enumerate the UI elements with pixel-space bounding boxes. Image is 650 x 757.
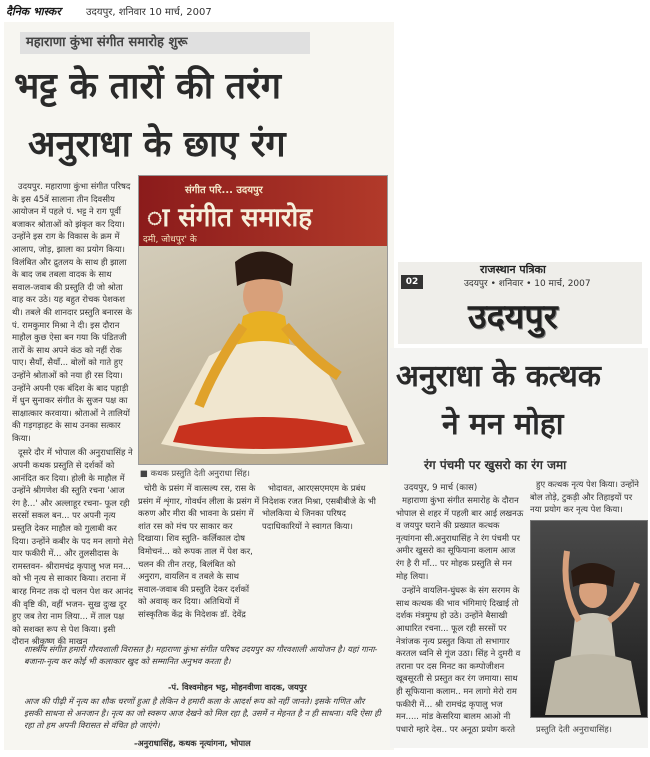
paper-date: उदयपुर • शनिवार • 10 मार्च, 2007 [464,279,591,289]
quote-1: शास्त्रीय संगीत हमारी गौरवशाली विरासत है। महाराणा कुंभा संगीत परिषद उदयपुर का गौरवशाली आयोजन है। यहां गाना-बजाना-नृत्य कर कोई भी कलाकार खुद को सम्मानित अनुभव करता है। [24,644,378,666]
dancer-figure [139,176,387,464]
kicker: महाराणा कुंभा संगीत समारोह शुरू [20,32,310,54]
stage-banner-small-text: संगीत परि... उदयपुर [185,185,263,196]
article-2-paragraph: उन्होंने वायलिन-घुंघरू के संग सरगम के साथ कत्थक की भाव भंगिमाएं दिखाई तो दर्शक मंत्रमुग्ध हो उठे। उन्होंने बैसाखी आधारित रचना... फूल रही सरसों पर नेत्रांजक नृत्य प्रस्तुत किया तो सभागार करतल ध्वनि से गूंज उठा। सिंह ने दुमरी व तराना पर दस मिनट का कम्पोजीशन खूबसूरती से प्रस्तुत कर रंग जमाया। साथ ही सूफियाना कलाम.. मन लागो मेरो राम फकीरी में... श्री रामचंद्र कृपालु भज मन..... मांड केसरिया बालम आओ नी पधारो म्हारे देस.. पर अनूठा प्रयोग करते [396,585,521,734]
masthead-dateline: उदयपुर, शनिवार 10 मार्च, 2007 [86,7,212,18]
dancer-figure-2 [531,521,647,717]
article-2-dateline: उदयपुर, 9 मार्च (कास) [404,483,478,493]
headline-line-2: अनुराधा के छाए रंग [28,124,286,165]
article-2-body [396,494,524,744]
article-1-column-3 [262,482,386,542]
article-1-column-1 [12,180,134,647]
quote-2-source: -अनुराधासिंह, कथक नृत्यांगना, भोपाल [134,738,251,748]
article-1-paragraph: चोरी के प्रसंग में वात्सल्य रस, रास के प्रसंग में शृंगार, गोवर्धन लीला के प्रसंग में करुण और मीरा की भावना के प्रसंग में शांत रस को मंच पर साकार कर दिखाया। शिव स्तुति- कर्लिकाल दोष विमोचनं... को रूपक ताल में पेश कर, चलन की तीन तरह, बिलंबित को अनुराग, वायलिन व तबले के साथ सवाल-जवाब की प्रस्तुति देकर दर्शकों को अवाक् कर दिया। अतिथियों में सांस्कृतिक केंद्र के निदेशक डॉ. देवेंद्र [138,483,260,619]
quote-1-source: -पं. विश्वमोहन भट्ट, मोहनवीणा वादक, जयपुर [168,682,307,692]
photo-caption: ■ कथक प्रस्तुति देती अनुराधा सिंह। [140,468,250,478]
stage-banner-sub: दमी, जोधपुर' के [143,235,197,245]
article-2-photo [530,520,648,718]
article-1-paragraph: दूसरे दौर में भोपाल की अनुराधासिंह ने अपनी कथक प्रस्तुति से दर्शकों को आनंदित कर दिया। होली के माहौल में उन्होंने श्रीगणेश की स्तुति रचना 'आज रंग है...' और अल्लाहूर रचना- फूल रही सरसों सकल बन... पर अपनी नृत्य प्रस्तुति देकर माहौल को गुलाबी कर दिया। उन्होंने कबीर के पद मन लागो मेरो यार फकीरी में... और तुलसीदास के रामस्तवन- श्रीरामचंद्र कृपालु भज मन... को भी नृत्य से साकार किया। तराना में बारह मिनट तक दो चलन पेश कर आनंद की वृष्टि की, वहीं भजन- सुख दुःख दूर हुए जब तेरा नाम लिया... में ताल पक्ष को सशक्त रूप से पेश किया। इसी दौरान श्रीकृष्ण की माखन [12,447,134,647]
article-2-photo-caption: प्रस्तुति देती अनुराधासिंह। [536,724,612,734]
article-2-headline-line-1: अनुराधा के कत्थक [396,359,601,394]
headline-line-1: भट्ट के तारों की तरंग [14,66,282,107]
article-2-body-right [530,478,646,518]
article-1-column-2 [138,482,260,628]
masthead-logo: दैनिक भास्कर [6,5,61,18]
article-2-paragraph: हुए कत्थक नृत्य पेश किया। उन्होंने बोल तोड़े, टुकड़ी और तिहाइयों पर नया प्रयोग कर नृत्य पेश किया। [530,479,639,515]
article-2-paragraph: महाराणा कुंभा संगीत समारोह के दौरान भोपाल से शहर में पहली बार आई लखनऊ व जयपुर घराने की प्रख्यात कत्थक नृत्यांगना सी.अनुराधासिंह ने रंग पंचमी पर अमीर खुसरो का सूफियाना कलाम आज रंग है री माँ... पर मोहक प्रस्तुति से मन मोह लिया। [396,495,524,581]
article-2-headline-line-2: ने मन मोहा [442,407,564,442]
paper-name: राजस्थान पत्रिका [480,263,546,276]
article-2-deck: रंग पंचमी पर खुसरो का रंग जमा [424,458,567,472]
quote-2: आज की पीढ़ी में नृत्य का शौक चरणों हुआ है लेकिन वे हमारी कला के आदर्श रूप को नहीं जानते। इसके गणित और इसकी साधना से अनजान है। नृत्य का जो स्वरूप आज देखने को मिल रहा है, उसमें न मेहनत है न ही साधना। यदि ऐसा ही रहा तो हम अपनी विरासत से वंचित हो जाएंगे। [24,696,381,730]
dancer-photo [138,175,388,465]
city-title: उदयपुर [468,297,558,337]
page-number: 02 [401,275,423,289]
stage-banner-title: ा संगीत समारोह [147,203,313,233]
article-1-paragraph: उदयपुर. महाराणा कुंभा संगीत परिषद के इस 45वें सालाना तीन दिवसीय आयोजन में पहले पं. भट्ट ने राग पूर्वी बजाकर श्रोताओं को झंकृत कर दिया। उन्होंने इस राग के विकास के क्रम में आलाप, जोड़, झाला का प्रयोग किया। विलंबित और द्रुतलय के साथ ही झाला के बाद जब तबला वादक के साथ सवाल-जवाब की प्रस्तुति दी जो श्रोता वाह कर उठे। यह बहुत रोचक पेशकश थी। तबले की शानदार प्रस्तुति बनारस के पं. रामकुमार मिश्रा ने दी। इस दौरान माहौल कुछ ऐसा बन गया कि पंडितजी तारों के साथ अपने कंठ को नहीं रोक पाए। सैयाँ, सैयाँ... बोलों को गाते हुए उन्होंने श्रोताओं को नया ही रस दिया। उन्होंने अपनी एक बंदिश के बाद पहाड़ी में धुन सुनाकर संगीत के सुजन पक्ष का साक्षात्कार करवाया। श्रोताओं ने तालियों की गड़गड़ाहट के साथ उनका सत्कार किया। [12,181,132,443]
article-1-paragraph: भोदावत, आरएसएमएम के प्रबंध निदेशक रजत मिश्रा, एसबीबीजे के भी भोलकिया थे जिनका परिषद पदाधिकारियों ने स्वागत किया। [262,483,376,531]
